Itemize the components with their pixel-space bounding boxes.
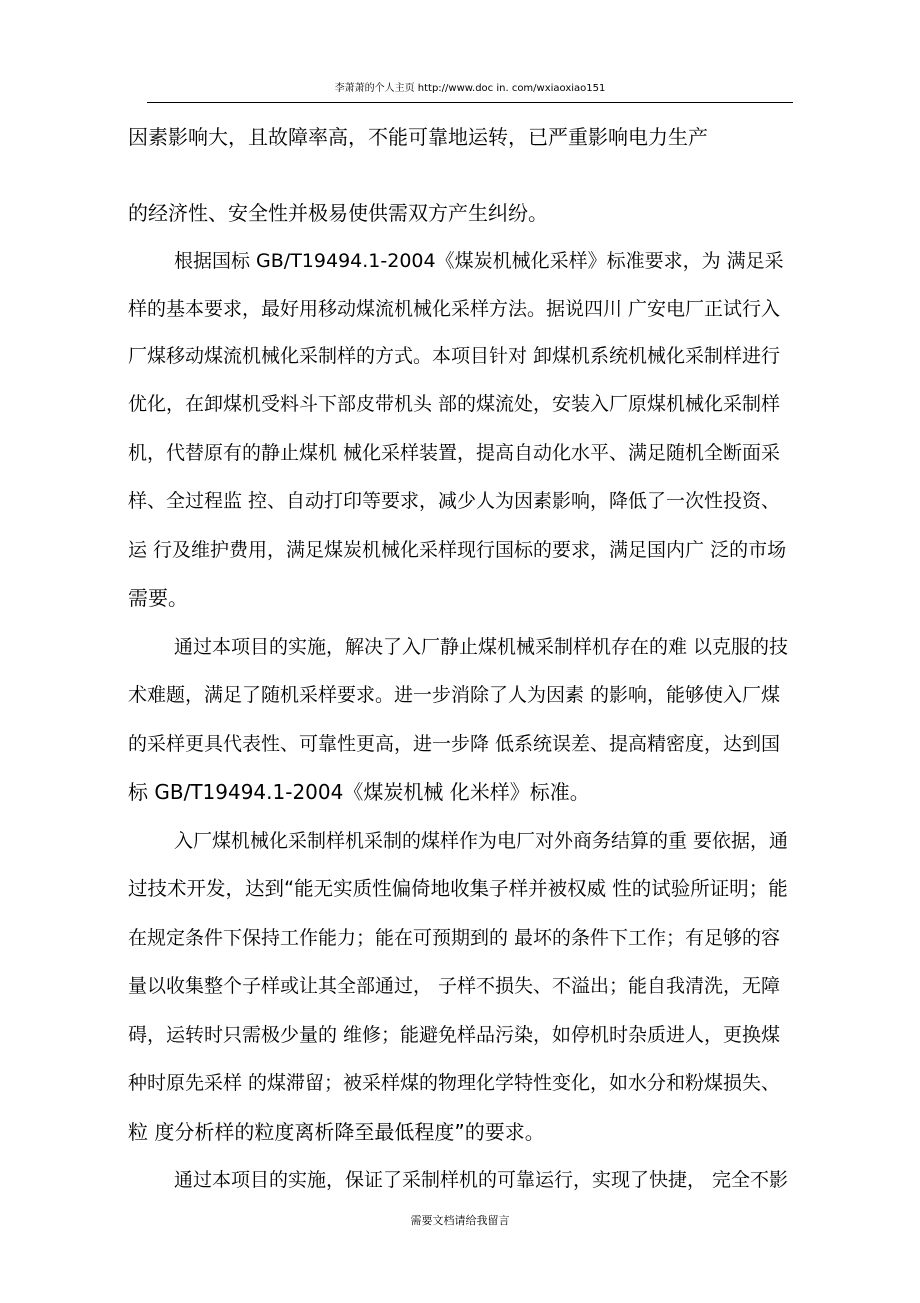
text-line: 术难题，满足了随机采样要求。进一步消除了人为因素 的影响，能够使入厂煤 [128,684,781,706]
text-line: 的采样更具代表性、可靠性更高，进一步降 低系统误差、提高精密度，达到国 [128,733,781,755]
text-line: 优化，在卸煤机受料斗下部皮带机头 部的煤流处，安装入厂原煤机械化采制样 [128,393,781,415]
text-line: 机，代替原有的静止煤机 械化采样装置，提高自动化水平、满足随机全断面采 [128,442,781,464]
text-line: 种时原先采样 的煤滞留；被采样煤的物理化学特性变化，如水分和粉煤损失、 [128,1072,781,1094]
text-line: 量以收集整个子样或让其全部通过， 子样不损失、不溢出；能自我清洗，无障 [128,975,781,997]
text-line: 碍，运转时只需极少量的 维修；能避免样品污染，如停机时杂质进人，更换煤 [128,1024,781,1046]
paragraph-first-line: 入厂煤机械化采制样机采制的煤样作为电厂对外商务结算的重 要依据，通 [174,830,789,852]
text-line: 标 GB/T19494.1-2004《煤炭机械 化米样》标准。 [128,780,590,804]
paragraph-first-line: 根据国标 GB/T19494.1-2004《煤炭机械化采样》标准要求，为 满足采 [174,250,784,272]
paragraph-first-line: 通过本项目的实施，解决了入厂静止煤机械采制样机存在的难 以克服的技 [174,636,789,658]
text-line: 样、全过程监 控、自动打印等要求，减少人为因素影响，降低了一次性投资、 [128,490,781,512]
text-line: 因素影响大，且故障率高，不能可靠地运转，已严重影响电力生产 [128,125,708,149]
page-header: 李萧萧的个人主页 http://www.doc in. com/wxiaoxiao151 [147,76,793,103]
paragraph-first-line: 通过本项目的实施，保证了采制样机的可靠运行，实现了快捷， 完全不影 [174,1169,789,1191]
text-line: 运 行及维护费用，满足煤炭机械化采样现行国标的要求，满足国内广 泛的市场 [128,539,787,561]
text-line: 样的基本要求，最好用移动煤流机械化采样方法。据说四川 广安电厂正试行入 [128,298,781,320]
text-line: 的经济性、安全性并极易使供需双方产生纠纷。 [128,201,548,225]
text-line: 粒 度分析样的粒度离析降至最低程度”的要求。 [128,1120,545,1144]
page-footer: 需要文档请给我留言 [410,1214,510,1227]
text-line: 过技术开发，达到“能无实质性偏倚地收集子样并被权威 性的试验所证明；能 [128,877,788,900]
text-line: 厂煤移动煤流机械化采制样的方式。本项目针对 卸煤机系统机械化采制样进行 [128,345,781,367]
text-line: 需要。 [128,586,188,610]
text-line: 在规定条件下保持工作能力；能在可预期到的 最坏的条件下工作；有足够的容 [128,927,781,949]
